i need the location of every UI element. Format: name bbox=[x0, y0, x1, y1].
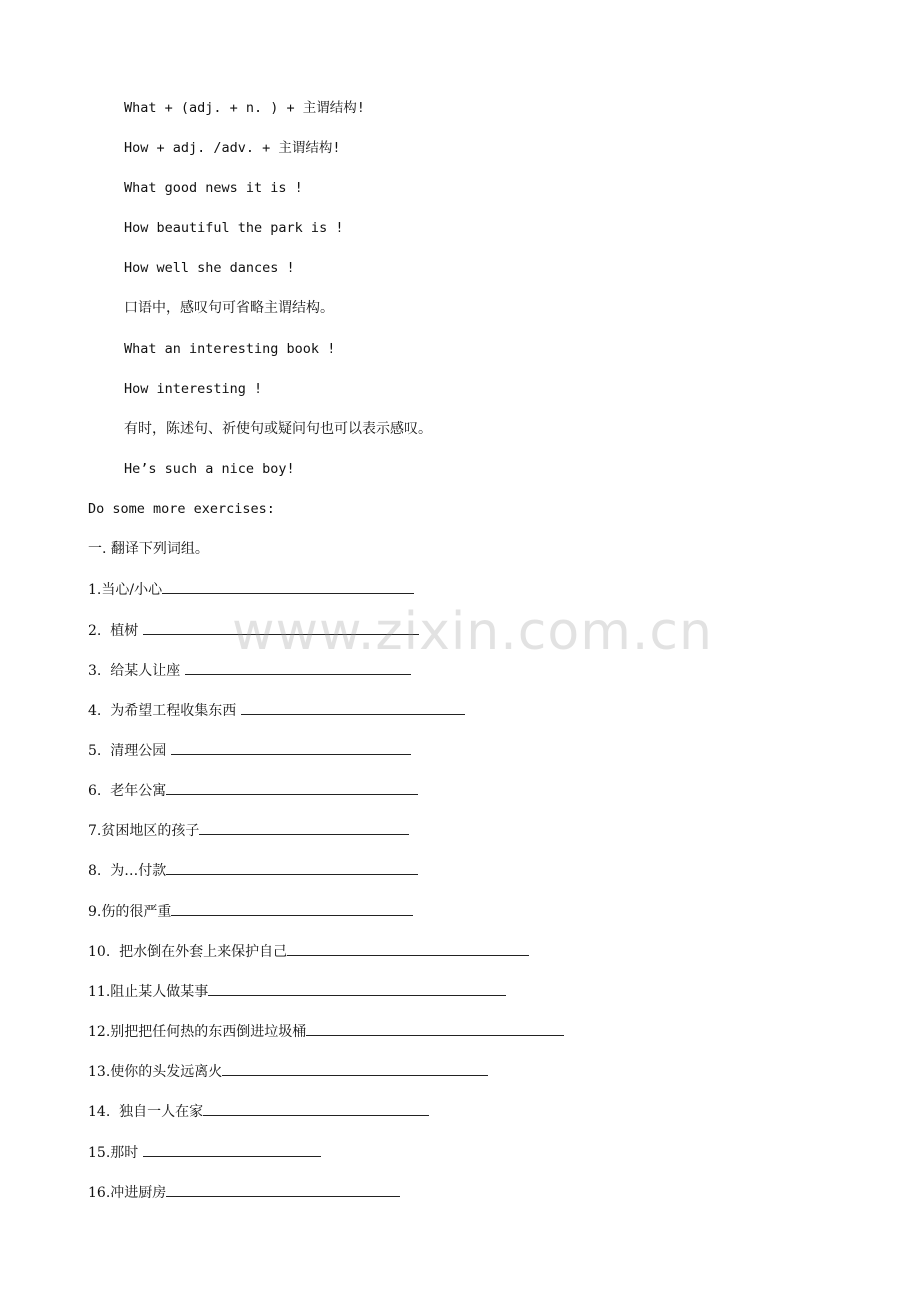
answer-blank[interactable] bbox=[208, 981, 506, 996]
note-line: How well she dances ! bbox=[124, 260, 295, 276]
item-label: 4. 为希望工程收集东西 bbox=[88, 703, 241, 719]
answer-blank[interactable] bbox=[166, 860, 418, 875]
answer-blank[interactable] bbox=[171, 901, 413, 916]
item-label: 15.那时 bbox=[88, 1145, 143, 1161]
answer-blank[interactable] bbox=[185, 660, 411, 675]
item-label: 12.别把把任何热的东西倒进垃圾桶 bbox=[88, 1024, 307, 1040]
note-line: How beautiful the park is ! bbox=[124, 220, 344, 236]
exercise-item bbox=[88, 740, 411, 761]
note-line: What an interesting book ! bbox=[124, 341, 336, 357]
exercise-item bbox=[88, 860, 418, 881]
exercise-item bbox=[88, 941, 529, 962]
answer-blank[interactable] bbox=[222, 1061, 488, 1076]
item-label: 6. 老年公寓 bbox=[88, 783, 167, 799]
exercise-item bbox=[88, 1182, 400, 1203]
note-line: 口语中，感叹句可省略主谓结构。 bbox=[124, 300, 334, 316]
answer-blank[interactable] bbox=[199, 820, 409, 835]
item-label: 10. 把水倒在外套上来保护自己 bbox=[88, 944, 288, 960]
item-label: 2. 植树 bbox=[88, 623, 143, 639]
note-line: What good news it is ! bbox=[124, 180, 303, 196]
item-label: 16.冲进厨房 bbox=[88, 1185, 167, 1201]
answer-blank[interactable] bbox=[306, 1021, 564, 1036]
exercise-item bbox=[88, 820, 409, 841]
note-line: How interesting ! bbox=[124, 381, 263, 397]
exercises-intro: Do some more exercises: bbox=[88, 501, 275, 517]
exercise-item bbox=[88, 660, 411, 681]
note-line: What + (adj. + n. ) + 主谓结构! bbox=[124, 100, 365, 116]
answer-blank[interactable] bbox=[143, 1142, 321, 1157]
note-line: He’s such a nice boy! bbox=[124, 461, 295, 477]
answer-blank[interactable] bbox=[166, 1182, 400, 1197]
note-line: 有时，陈述句、祈使句或疑问句也可以表示感叹。 bbox=[124, 421, 432, 437]
item-label: 8. 为…付款 bbox=[88, 863, 167, 879]
item-label: 14. 独自一人在家 bbox=[88, 1104, 204, 1120]
note-line: How + adj. /adv. + 主谓结构! bbox=[124, 140, 341, 156]
item-label: 11.阻止某人做某事 bbox=[88, 984, 209, 1000]
exercise-item bbox=[88, 579, 414, 600]
answer-blank[interactable] bbox=[166, 780, 418, 795]
item-label: 3. 给某人让座 bbox=[88, 663, 185, 679]
item-label: 1.当心/小心 bbox=[88, 582, 163, 598]
exercise-item bbox=[88, 700, 465, 721]
answer-blank[interactable] bbox=[287, 941, 529, 956]
item-label: 13.使你的头发远离火 bbox=[88, 1064, 223, 1080]
watermark: www.zixin.com.cn bbox=[232, 602, 713, 662]
exercise-item bbox=[88, 1061, 488, 1082]
exercise-item bbox=[88, 1021, 564, 1042]
answer-blank[interactable] bbox=[203, 1101, 429, 1116]
exercise-item bbox=[88, 1101, 429, 1122]
exercise-item bbox=[88, 981, 506, 1002]
answer-blank[interactable] bbox=[162, 579, 414, 594]
answer-blank[interactable] bbox=[171, 740, 411, 755]
section-title: 一. 翻译下列词组。 bbox=[88, 541, 209, 557]
item-label: 9.伤的很严重 bbox=[88, 904, 172, 920]
item-label: 7.贫困地区的孩子 bbox=[88, 823, 200, 839]
exercise-item bbox=[88, 780, 418, 801]
exercise-item bbox=[88, 1142, 321, 1163]
answer-blank[interactable] bbox=[241, 700, 465, 715]
item-label: 5. 清理公园 bbox=[88, 743, 171, 759]
exercise-item bbox=[88, 901, 413, 922]
